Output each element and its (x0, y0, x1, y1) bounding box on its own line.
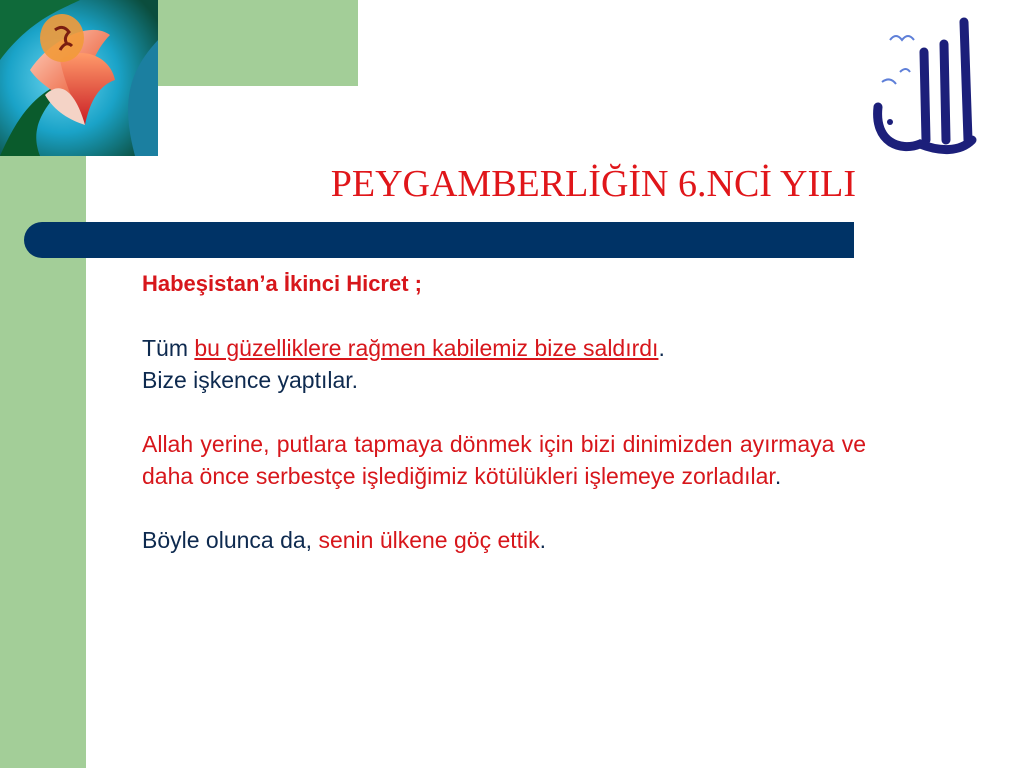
para3-dot: . (539, 527, 547, 553)
para2-dot: . (774, 463, 782, 489)
rose-flower-image (0, 0, 158, 156)
paragraph-3 (142, 524, 866, 556)
slide-content (142, 268, 866, 556)
title-underline-bar (24, 222, 854, 258)
para3-red-text: senin ülkene göç ettik (318, 527, 540, 553)
para1-dot: . (658, 335, 665, 361)
para2-text: Allah yerine, putlara tapmaya dönmek için bizi dinimizden ayırmaya ve daha önce serbestçe işlediğimiz kötülükleri işlemeye zorladılar (142, 431, 866, 489)
slide-title: PEYGAMBERLİĞİN 6.NCİ YILI (330, 163, 856, 205)
paragraph-1 (142, 332, 866, 396)
section-heading: Habeşistan’a İkinci Hicret ; (142, 271, 422, 296)
para3-lead: Böyle olunca da, (142, 527, 319, 553)
para1-lead: Tüm (142, 335, 195, 361)
paragraph-2 (142, 428, 866, 492)
para1-underlined-text: bu güzelliklere rağmen kabilemiz bize saldırdı (194, 335, 659, 361)
allah-calligraphy-icon (860, 12, 994, 160)
para1-line2: Bize işkence yaptılar. (142, 367, 359, 393)
